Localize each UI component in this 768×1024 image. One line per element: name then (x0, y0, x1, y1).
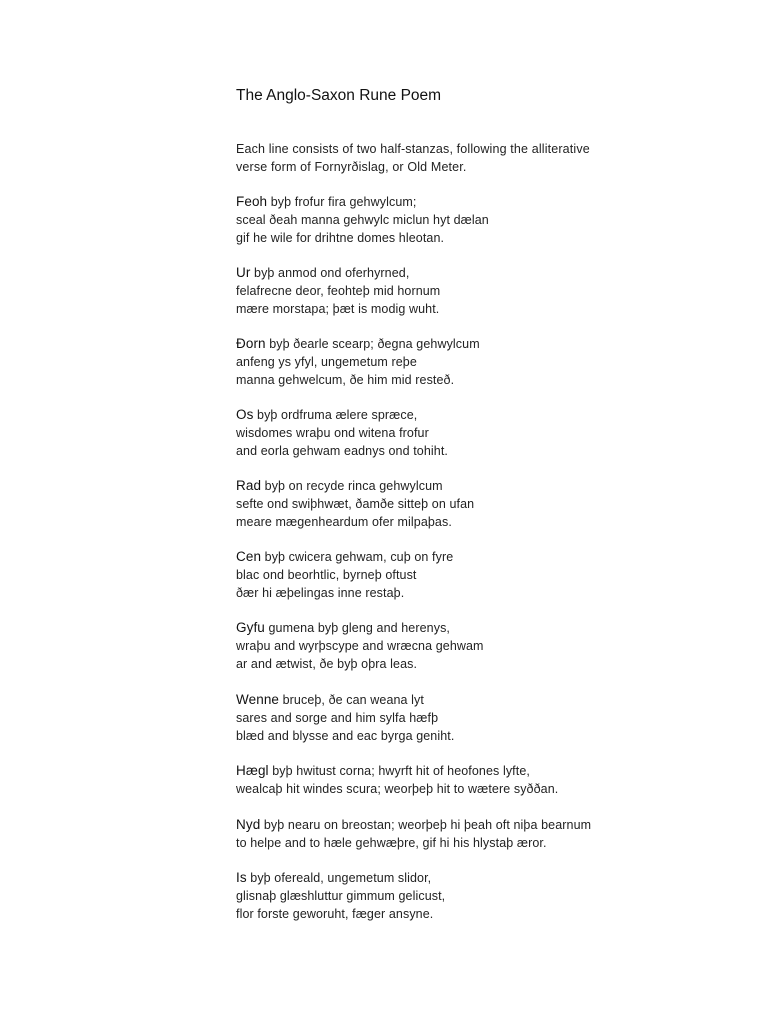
stanza-first-text: byþ anmod ond oferhyrned, (250, 266, 410, 280)
stanza-line: sefte ond swiþhwæt, ðamðe sitteþ on ufan (236, 496, 475, 511)
stanza-line: wealcaþ hit windes scura; weorþeþ hit to wætere syððan. (236, 781, 559, 796)
intro-line: Each line consists of two half-stanzas, following the alliterative (236, 142, 590, 156)
stanza-nyd (236, 816, 591, 853)
stanza-first-text: byþ ðearle scearp; ðegna gehwylcum (265, 337, 480, 351)
rune-name: Cen (236, 549, 262, 564)
stanza-is (236, 869, 445, 923)
stanza-wenne (236, 691, 454, 745)
stanza-line: and eorla gehwam eadnys ond tohiht. (236, 443, 448, 458)
rune-name: Wenne (236, 692, 280, 707)
stanza-line: manna gehwelcum, ðe him mid resteð. (236, 372, 455, 387)
stanza-line: ðær hi æþelingas inne restaþ. (236, 585, 405, 600)
stanza-first-line (236, 816, 591, 835)
stanza-first-line (236, 406, 448, 425)
stanza-first-text: bruceþ, ðe can weana lyt (279, 693, 424, 707)
intro-line: verse form of Fornyrðislag, or Old Meter. (236, 160, 467, 174)
stanza-first-text: byþ ofereald, ungemetum slidor, (246, 871, 432, 885)
stanza-first-text: byþ on recyde rinca gehwylcum (261, 479, 443, 493)
rune-name: Rad (236, 478, 262, 493)
stanza-first-line (236, 619, 484, 638)
stanza-line: wraþu and wyrþscype and wræcna gehwam (236, 638, 484, 653)
stanza-cen (236, 548, 453, 602)
stanza-first-line (236, 548, 453, 567)
stanza-rad (236, 477, 474, 531)
rune-name: Nyd (236, 817, 261, 832)
rune-name: Os (236, 407, 254, 422)
stanza-first-text: byþ nearu on breostan; weorþeþ hi þeah oft niþa bearnum (260, 818, 592, 832)
stanza-line: sceal ðeah manna gehwylc miclun hyt dælan (236, 212, 489, 227)
stanza-line: meare mægenheardum ofer milpaþas. (236, 514, 452, 529)
stanza-first-text: gumena byþ gleng and herenys, (264, 621, 450, 635)
stanza-gyfu (236, 619, 484, 673)
stanza-line: wisdomes wraþu ond witena frofur (236, 425, 429, 440)
stanza-first-text: byþ frofur fira gehwylcum; (267, 195, 417, 209)
stanza-feoh (236, 193, 489, 247)
rune-name: Gyfu (236, 620, 265, 635)
rune-name: Ur (236, 265, 251, 280)
stanza-line: sares and sorge and him sylfa hæfþ (236, 710, 439, 725)
stanza-first-text: byþ hwitust corna; hwyrft hit of heofones lyfte, (268, 764, 530, 778)
stanza-line: to helpe and to hæle gehwæþre, gif hi his hlystaþ æror. (236, 835, 547, 850)
stanza-first-line (236, 264, 440, 283)
rune-name: Hægl (236, 763, 269, 778)
stanza-first-line (236, 762, 558, 781)
stanza-line: mære morstapa; þæt is modig wuht. (236, 301, 440, 316)
stanza-first-text: byþ ordfruma ælere spræce, (253, 408, 418, 422)
stanza-line: gif he wile for drihtne domes hleotan. (236, 230, 445, 245)
stanza-ur (236, 264, 440, 318)
rune-name: Is (236, 870, 247, 885)
stanza-first-line (236, 335, 480, 354)
intro-paragraph (236, 140, 590, 176)
stanza-first-line (236, 869, 445, 888)
stanza-first-line (236, 193, 489, 212)
stanza-line: felafrecne deor, feohteþ mid hornum (236, 283, 441, 298)
stanza-line: ar and ætwist, ðe byþ oþra leas. (236, 656, 418, 671)
stanza-line: glisnaþ glæshluttur gimmum gelicust, (236, 888, 446, 903)
stanza-line: blæd and blysse and eac byrga geniht. (236, 728, 455, 743)
rune-name: Feoh (236, 194, 268, 209)
stanza-line: anfeng ys yfyl, ungemetum reþe (236, 354, 417, 369)
stanza-first-line (236, 691, 454, 710)
stanza-os (236, 406, 448, 460)
stanza-first-line (236, 477, 474, 496)
stanza-haegl (236, 762, 558, 799)
stanza-line: blac ond beorhtlic, byrneþ oftust (236, 567, 417, 582)
stanza-dorn (236, 335, 480, 389)
stanza-first-text: byþ cwicera gehwam, cuþ on fyre (261, 550, 454, 564)
stanza-line: flor forste geworuht, fæger ansyne. (236, 906, 434, 921)
document-title: The Anglo-Saxon Rune Poem (236, 87, 442, 104)
rune-name: Đorn (236, 336, 266, 351)
